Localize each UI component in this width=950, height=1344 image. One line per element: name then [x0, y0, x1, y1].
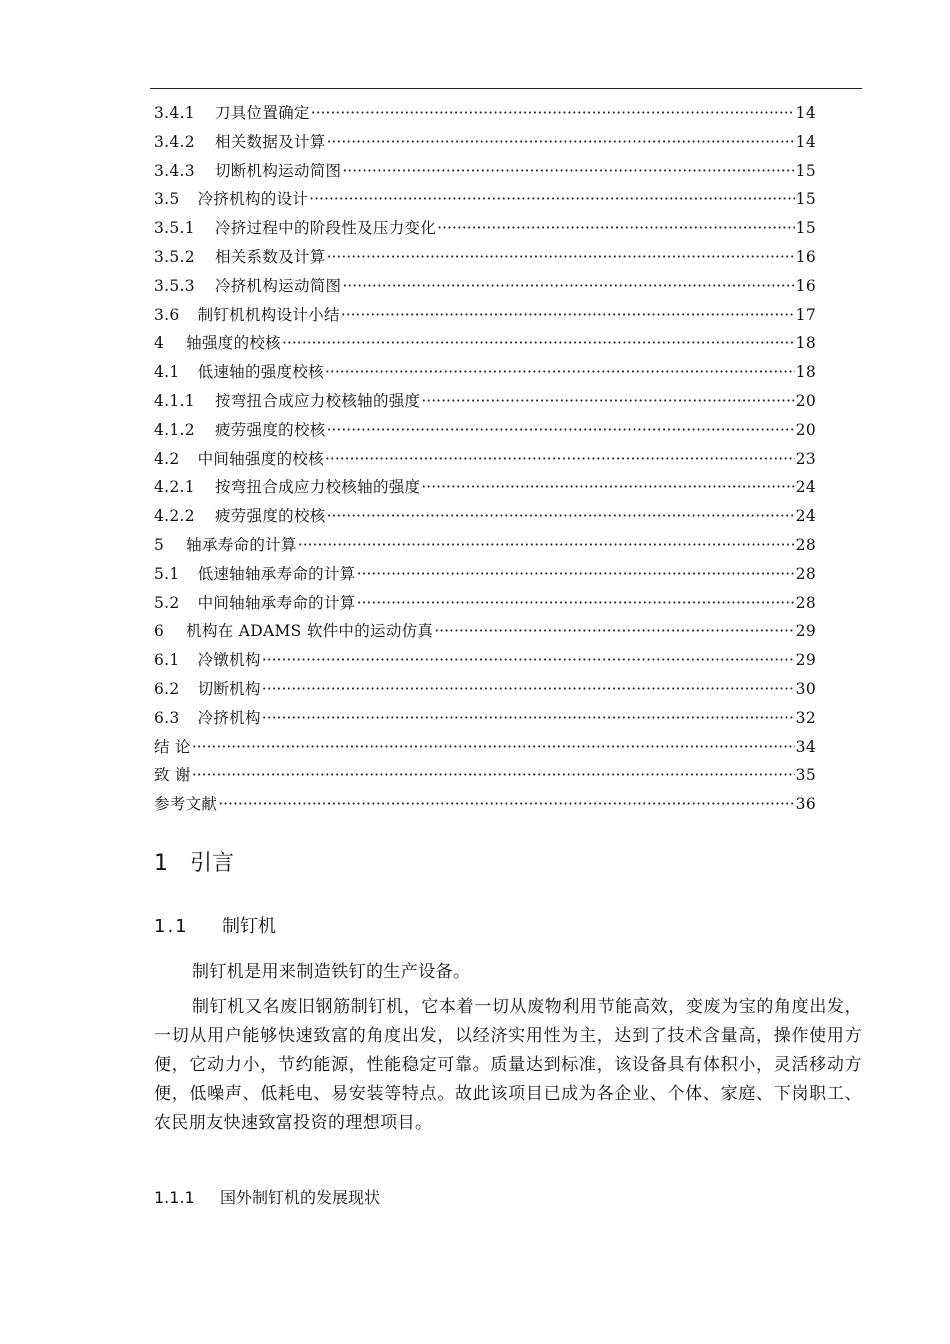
toc-leader-dots — [437, 219, 795, 237]
toc-entry[interactable] — [154, 389, 816, 418]
toc-entry-title: 冷挤机构运动简图 — [214, 276, 342, 295]
toc-entry-number: 6 — [154, 622, 165, 641]
chapter-heading — [154, 846, 234, 877]
toc-leader-dots — [341, 306, 795, 324]
section-heading — [154, 912, 276, 938]
toc-entry-page: 18 — [795, 334, 816, 353]
toc-entry-page: 15 — [795, 219, 816, 238]
toc-entry-page: 34 — [795, 737, 816, 756]
toc-entry-title: 刀具位置确定 — [214, 104, 310, 122]
toc-leader-dots — [298, 536, 795, 554]
toc-entry[interactable] — [154, 130, 816, 159]
toc-leader-dots — [325, 363, 795, 381]
toc-entry-page: 14 — [795, 104, 816, 122]
toc-entry-page: 20 — [795, 420, 816, 439]
toc-entry[interactable] — [154, 792, 816, 821]
toc-entry[interactable] — [154, 159, 816, 188]
toc-entry-title: 参考文献 — [154, 795, 218, 814]
toc-leader-dots — [357, 565, 795, 583]
toc-entry-number: 4.2 — [154, 449, 180, 468]
toc-entry-title: 疲劳强度的校核 — [214, 507, 326, 526]
toc-entry-title: 冷挤机构的设计 — [197, 190, 309, 209]
toc-entry-number: 6.2 — [154, 679, 180, 698]
toc-leader-dots — [262, 651, 795, 669]
toc-entry-page: 20 — [795, 391, 816, 410]
toc-entry-number: 4.1 — [154, 363, 180, 382]
header-rule — [150, 88, 862, 89]
toc-entry-number: 3.5.2 — [154, 247, 195, 266]
toc-leader-dots — [262, 680, 795, 698]
toc-entry-page: 14 — [795, 132, 816, 151]
toc-entry-page: 16 — [795, 276, 816, 295]
toc-entry-title: 轴承寿命的计算 — [186, 535, 297, 554]
toc-entry-number: 4.2.2 — [154, 507, 195, 526]
toc-entry-title: 切断机构运动简图 — [214, 161, 342, 180]
toc-entry[interactable] — [154, 187, 816, 216]
toc-entry-number: 6.3 — [154, 708, 180, 727]
subsection-heading — [154, 1185, 380, 1208]
toc-entry-page: 28 — [795, 535, 816, 554]
toc-entry[interactable] — [154, 447, 816, 476]
toc-entry[interactable] — [154, 418, 816, 447]
toc-entry[interactable] — [154, 648, 816, 677]
toc-entry-number: 3.4.1 — [154, 104, 195, 122]
toc-leader-dots — [282, 334, 795, 352]
toc-leader-dots — [434, 622, 794, 640]
toc-entry-title: 中间轴强度的校核 — [197, 449, 324, 468]
toc-leader-dots — [311, 104, 795, 122]
toc-leader-dots — [327, 507, 795, 525]
subsection-number: 1.1.1 — [154, 1188, 195, 1207]
toc-entry-title: 制钉机机构设计小结 — [197, 305, 340, 324]
toc-entry[interactable] — [154, 331, 816, 360]
toc-leader-dots — [262, 709, 795, 727]
toc-leader-dots — [421, 392, 794, 410]
toc-entry-page: 36 — [795, 795, 816, 814]
paragraph: 制钉机是用来制造铁钉的生产设备。 — [192, 962, 471, 982]
toc-entry-page: 24 — [795, 507, 816, 526]
toc-leader-dots — [327, 248, 795, 266]
toc-entry-title: 致 谢 — [154, 766, 191, 785]
toc-entry[interactable] — [154, 533, 816, 562]
toc-entry-number: 3.4.3 — [154, 161, 195, 180]
subsection-title: 国外制钉机的发展现状 — [220, 1188, 381, 1207]
toc-entry-title: 低速轴轴承寿命的计算 — [197, 564, 356, 583]
toc-entry-page: 35 — [795, 766, 816, 785]
toc-entry[interactable] — [154, 245, 816, 274]
toc-entry-title: 切断机构 — [197, 679, 261, 698]
toc-entry-title: 机构在 ADAMS 软件中的运动仿真 — [186, 622, 434, 641]
toc-leader-dots — [342, 162, 794, 180]
toc-entry[interactable] — [154, 475, 816, 504]
toc-entry[interactable] — [154, 591, 816, 620]
toc-entry-title: 按弯扭合成应力校核轴的强度 — [214, 478, 421, 497]
toc-entry-title: 中间轴轴承寿命的计算 — [197, 593, 356, 612]
toc-leader-dots — [327, 133, 795, 151]
toc-entry-page: 15 — [795, 190, 816, 209]
toc-entry[interactable] — [154, 360, 816, 389]
toc-entry-title: 低速轴的强度校核 — [197, 363, 324, 382]
toc-entry[interactable] — [154, 274, 816, 303]
toc-entry-page: 24 — [795, 478, 816, 497]
toc-entry[interactable] — [154, 504, 816, 533]
toc-leader-dots — [327, 421, 795, 439]
toc-entry[interactable] — [154, 763, 816, 792]
section-title: 制钉机 — [222, 916, 276, 937]
toc-leader-dots — [357, 594, 795, 612]
toc-entry-title: 相关数据及计算 — [214, 132, 326, 151]
toc-entry-number: 4.1.1 — [154, 391, 195, 410]
toc-entry-title: 结 论 — [154, 737, 191, 756]
toc-entry-page: 23 — [795, 449, 816, 468]
toc-entry-page: 15 — [795, 161, 816, 180]
toc-entry[interactable] — [154, 562, 816, 591]
toc-entry-number: 3.4.2 — [154, 132, 195, 151]
toc-entry-page: 30 — [795, 679, 816, 698]
toc-entry[interactable] — [154, 216, 816, 245]
toc-leader-dots — [218, 795, 794, 813]
toc-entry[interactable] — [154, 303, 816, 332]
toc-entry-page: 28 — [795, 593, 816, 612]
toc-leader-dots — [421, 478, 794, 496]
toc-entry-page: 32 — [795, 708, 816, 727]
toc-entry-page: 16 — [795, 247, 816, 266]
toc-entry-page: 18 — [795, 363, 816, 382]
toc-leader-dots — [325, 450, 795, 468]
toc-entry-title: 冷镦机构 — [197, 651, 261, 670]
toc-entry-title: 按弯扭合成应力校核轴的强度 — [214, 391, 421, 410]
section-number: 1.1 — [154, 916, 189, 937]
toc-entry-page: 17 — [795, 305, 816, 324]
toc-entry-title: 冷挤机构 — [197, 708, 261, 727]
toc-entry[interactable] — [154, 706, 816, 735]
toc-entry-page: 28 — [795, 564, 816, 583]
toc-entry-number: 3.5.1 — [154, 219, 195, 238]
toc-entry[interactable] — [154, 677, 816, 706]
toc-entry-number: 4.1.2 — [154, 420, 195, 439]
toc-entry-number: 5.1 — [154, 564, 180, 583]
toc-leader-dots — [192, 766, 795, 784]
toc-entry-number: 6.1 — [154, 651, 180, 670]
toc-entry[interactable] — [154, 619, 816, 648]
toc-entry-page: 29 — [795, 651, 816, 670]
chapter-title: 引言 — [190, 851, 235, 876]
toc-entry-number: 4 — [154, 334, 165, 353]
toc-entry[interactable] — [154, 735, 816, 764]
toc-entry-number: 4.2.1 — [154, 478, 195, 497]
toc-entry-title: 疲劳强度的校核 — [214, 420, 326, 439]
toc-entry-title: 冷挤过程中的阶段性及压力变化 — [214, 219, 437, 238]
toc-entry-title: 轴强度的校核 — [186, 334, 281, 353]
chapter-number: 1 — [154, 851, 168, 876]
toc-leader-dots — [192, 738, 795, 756]
toc-entry-page: 29 — [795, 622, 816, 641]
toc-entry-title: 相关系数及计算 — [214, 247, 326, 266]
toc-entry[interactable] — [154, 101, 816, 130]
paragraph: 制钉机又名废旧钢筋制钉机，它本着一切从废物利用节能高效，变废为宝的角度出发，一切从用户能够快速致富的角度出发，以经济实用性为主，达到了技术含量高，操作使用方便，它动力小，节约能源，性能稳定可靠。质量达到标准，该设备具有体积小，灵活移动方便，低噪声、低耗电、易安装等特点。故此该项目已成为各企业、个体、家庭、下岗职工、农民朋友快速致富投资的理想项目。 — [154, 997, 862, 1133]
toc-leader-dots — [309, 190, 795, 208]
table-of-contents — [154, 101, 816, 821]
toc-entry-number: 3.5 — [154, 190, 180, 209]
toc-entry-number: 5 — [154, 535, 165, 554]
toc-entry-number: 3.5.3 — [154, 276, 195, 295]
toc-entry-number: 5.2 — [154, 593, 180, 612]
toc-leader-dots — [342, 277, 794, 295]
toc-entry-number: 3.6 — [154, 305, 180, 324]
